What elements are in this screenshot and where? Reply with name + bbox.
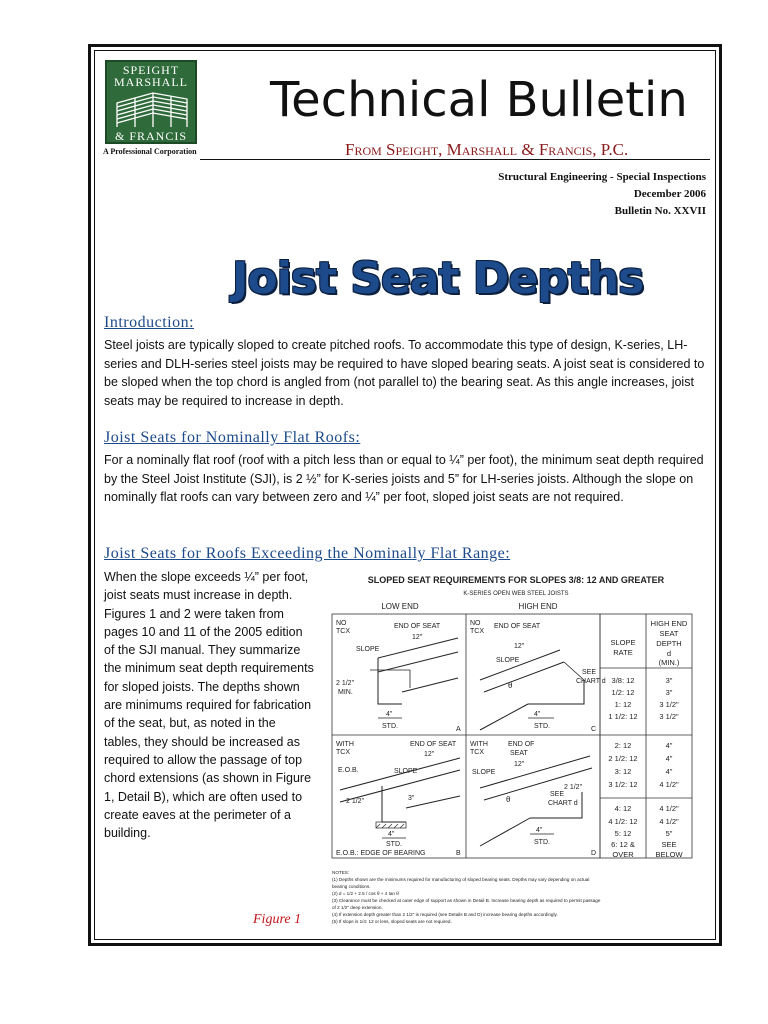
meta-discipline: Structural Engineering - Special Inspections bbox=[498, 171, 706, 183]
table-depth: 3 1/2" bbox=[659, 712, 679, 721]
note-line: bearing conditions. bbox=[332, 884, 371, 889]
detail-a-4: 4" bbox=[386, 711, 393, 718]
table-rate: 1: 12 bbox=[614, 700, 632, 709]
detail-d-chart-d: CHART d bbox=[548, 800, 578, 807]
meta-bulletin-number: Bulletin No. XXVII bbox=[614, 205, 706, 217]
table-depth: 4" bbox=[665, 767, 673, 776]
detail-c-tcx: TCX bbox=[470, 628, 484, 635]
detail-d-letter: D bbox=[591, 850, 597, 857]
figure-notes bbox=[332, 870, 601, 924]
detail-a bbox=[336, 620, 461, 733]
logo-line-2: MARSHALL bbox=[113, 75, 188, 89]
table-depth: 5" bbox=[665, 829, 673, 838]
detail-d-tcx: TCX bbox=[470, 749, 484, 756]
header-rule bbox=[200, 159, 710, 160]
table-depth-header-4: d bbox=[666, 649, 672, 658]
table-depth: BELOW bbox=[655, 850, 683, 859]
table-rate: 1 1/2: 12 bbox=[608, 712, 638, 721]
detail-c-no: NO bbox=[470, 620, 481, 627]
detail-b bbox=[336, 741, 461, 857]
detail-a-slope: SLOPE bbox=[356, 646, 380, 653]
detail-d-theta: θ bbox=[506, 795, 511, 804]
table-rate: 2: 12 bbox=[614, 741, 632, 750]
detail-b-std: STD. bbox=[386, 841, 402, 848]
detail-c-std: STD. bbox=[534, 723, 550, 730]
detail-d-two-half: 2 1/2" bbox=[564, 784, 583, 791]
note-line: NOTES: bbox=[332, 870, 350, 875]
figure-subtitle: K-SERIES OPEN WEB STEEL JOISTS bbox=[463, 591, 569, 597]
detail-b-12: 12" bbox=[424, 751, 435, 758]
detail-b-end-of-seat: END OF SEAT bbox=[410, 741, 457, 748]
table-rate: 3: 12 bbox=[614, 767, 632, 776]
company-logo bbox=[105, 60, 197, 144]
detail-d-with: WITH bbox=[470, 741, 488, 748]
table-rate: 3 1/2: 12 bbox=[608, 780, 638, 789]
table-rate: 6: 12 & bbox=[611, 840, 635, 849]
detail-a-12: 12" bbox=[412, 634, 423, 641]
table-rates bbox=[608, 676, 637, 859]
table-rate-header: RATE bbox=[613, 648, 633, 657]
meta-date: December 2006 bbox=[633, 188, 706, 200]
detail-b-eob: E.O.B. bbox=[338, 767, 359, 774]
table-depth: 4" bbox=[665, 741, 673, 750]
logo-line-3: & FRANCIS bbox=[114, 129, 188, 143]
table-depth-header-2: SEAT bbox=[659, 629, 679, 638]
detail-b-tcx: TCX bbox=[336, 749, 350, 756]
table-depth: 4 1/2" bbox=[659, 817, 679, 826]
table-depth: SEE bbox=[661, 840, 677, 849]
detail-b-4: 4" bbox=[388, 831, 395, 838]
detail-a-no: NO bbox=[336, 620, 347, 627]
detail-d-seat: SEAT bbox=[510, 750, 528, 757]
table-depth-header-3: DEPTH bbox=[656, 639, 682, 648]
table-depth: 4" bbox=[665, 754, 673, 763]
detail-d-std: STD. bbox=[534, 839, 550, 846]
detail-b-letter: B bbox=[456, 850, 461, 857]
flat-roofs-text: For a nominally flat roof (roof with a pitch less than or equal to ¼” per foot), the minimum seat depth required by the Steel Joist Institute (SJI), is 2 ½” for K-series joists and 5” for LH-series joists. Although the slope on nominally flat roofs can vary between zero and ¼” per foot, sloped joist seats are not required. bbox=[104, 453, 704, 504]
table-rate: 5: 12 bbox=[614, 829, 632, 838]
note-line: (1) Depths shown are the minimums required for manufacturing of sloped bearing seats. Depths may vary depending on actual bbox=[332, 877, 590, 882]
table-rate: 4: 12 bbox=[614, 804, 632, 813]
note-line: (5) If slope is 1/4: 12 or less, sloped seats are not required. bbox=[332, 919, 452, 924]
table-rate: 1/2: 12 bbox=[611, 688, 635, 697]
table-rate: 3/8: 12 bbox=[611, 676, 635, 685]
figure-title: SLOPED SEAT REQUIREMENTS FOR SLOPES 3/8: 12 AND GREATER bbox=[367, 575, 665, 585]
table-depth-header-5: (MIN.) bbox=[658, 658, 680, 667]
flat-roofs-heading: Joist Seats for Nominally Flat Roofs: bbox=[104, 429, 361, 446]
detail-d-end-of: END OF bbox=[508, 741, 535, 748]
detail-d-12: 12" bbox=[514, 761, 525, 768]
table-rate: 2 1/2: 12 bbox=[608, 754, 638, 763]
detail-c-end-of-seat: END OF SEAT bbox=[494, 623, 541, 630]
table-depth: 4 1/2" bbox=[659, 804, 679, 813]
bulletin-title: Technical Bulletin bbox=[270, 72, 688, 128]
table-depth: 3" bbox=[665, 688, 673, 697]
table-rate: 4 1/2: 12 bbox=[608, 817, 638, 826]
detail-d-slope: SLOPE bbox=[472, 769, 496, 776]
table-depth: 4 1/2" bbox=[659, 780, 679, 789]
detail-d-4: 4" bbox=[536, 827, 543, 834]
headline: Joist Seat Depths bbox=[232, 253, 644, 304]
intro-heading: Introduction: bbox=[104, 314, 195, 331]
detail-a-letter: A bbox=[456, 726, 461, 733]
corporation-label: A Professional Corporation bbox=[103, 147, 197, 156]
detail-c-see: SEE bbox=[582, 669, 597, 676]
detail-b-slope: SLOPE bbox=[394, 768, 418, 775]
table-depth: 3 1/2" bbox=[659, 700, 679, 709]
detail-d bbox=[470, 741, 596, 857]
from-line: From Speight, Marshall & Francis, P.C. bbox=[345, 140, 629, 159]
logo-line-1: SPEIGHT bbox=[122, 63, 180, 77]
table-depth-header-1: HIGH END bbox=[650, 619, 688, 628]
detail-d-see: SEE bbox=[550, 791, 565, 798]
detail-a-min: MIN. bbox=[338, 689, 353, 696]
low-end-label: LOW END bbox=[381, 602, 419, 611]
table-rate: OVER bbox=[612, 850, 634, 859]
table-depths bbox=[655, 676, 683, 859]
exceed-flat-heading: Joist Seats for Roofs Exceeding the Nominally Flat Range: bbox=[104, 545, 511, 562]
figure-1-diagram bbox=[320, 570, 712, 936]
note-line: (2) d = 1/2 + 2.5 / cos θ + 4 tan θ bbox=[332, 891, 399, 896]
detail-b-with: WITH bbox=[336, 741, 354, 748]
detail-a-min-depth: 2 1/2" bbox=[336, 680, 355, 687]
detail-b-two-half: 2 1/2" bbox=[346, 798, 365, 805]
detail-c-chart-d: CHART d bbox=[576, 678, 606, 685]
table-slope-header: SLOPE bbox=[610, 638, 636, 647]
detail-a-std: STD. bbox=[382, 723, 398, 730]
note-line: (4) If extension depth greater than 2 1/2" is required (see Details B and D) increase bearing depths accordingly. bbox=[332, 912, 558, 917]
detail-c bbox=[470, 620, 606, 733]
detail-b-eob-note: E.O.B.: EDGE OF BEARING bbox=[336, 850, 426, 857]
note-line: (3) Clearance must be checked at outer edge of support as shown in Detail B. Increase bearing depth as required to permit passage bbox=[332, 898, 601, 903]
detail-b-3: 3" bbox=[408, 795, 415, 802]
detail-a-end-of-seat: END OF SEAT bbox=[394, 623, 441, 630]
note-line: of 2 1/2" deep extension. bbox=[332, 905, 383, 910]
detail-grid bbox=[332, 614, 692, 858]
intro-text: Steel joists are typically sloped to create pitched roofs. To accommodate this type of design, K-series, LH-series and DLH-series steel joists may be required to have sloped bearing seats. A joist seat is considered to be sloped when the top chord is angled from (not parallel to) the bearing seat. As this angle increases, joist seats may be required to increase in depth. bbox=[104, 338, 705, 408]
figure-caption: Figure 1 bbox=[253, 912, 302, 927]
building-icon bbox=[113, 89, 191, 129]
detail-c-12: 12" bbox=[514, 643, 525, 650]
detail-a-tcx: TCX bbox=[336, 628, 350, 635]
table-depth: 3" bbox=[665, 676, 673, 685]
high-end-label: HIGH END bbox=[518, 602, 558, 611]
exceed-flat-text: When the slope exceeds ¼” per foot, joist seats must increase in depth. Figures 1 and 2 were taken from pages 10 and 11 of the 2005 edition of the SJI manual. They summarize the minimum seat depth requirements for sloped joists. The depths shown are minimums required for fabrication of the seat, but, as noted in the tables, they should be increased as required to allow the passage of top chord extensions (as shown in Figure 1, Detail B), which are often used to create eaves at the perimeter of a building. bbox=[104, 570, 314, 841]
detail-c-slope: SLOPE bbox=[496, 657, 520, 664]
detail-c-4: 4" bbox=[534, 711, 541, 718]
detail-c-theta: θ bbox=[508, 681, 513, 690]
detail-c-letter: C bbox=[591, 726, 597, 733]
